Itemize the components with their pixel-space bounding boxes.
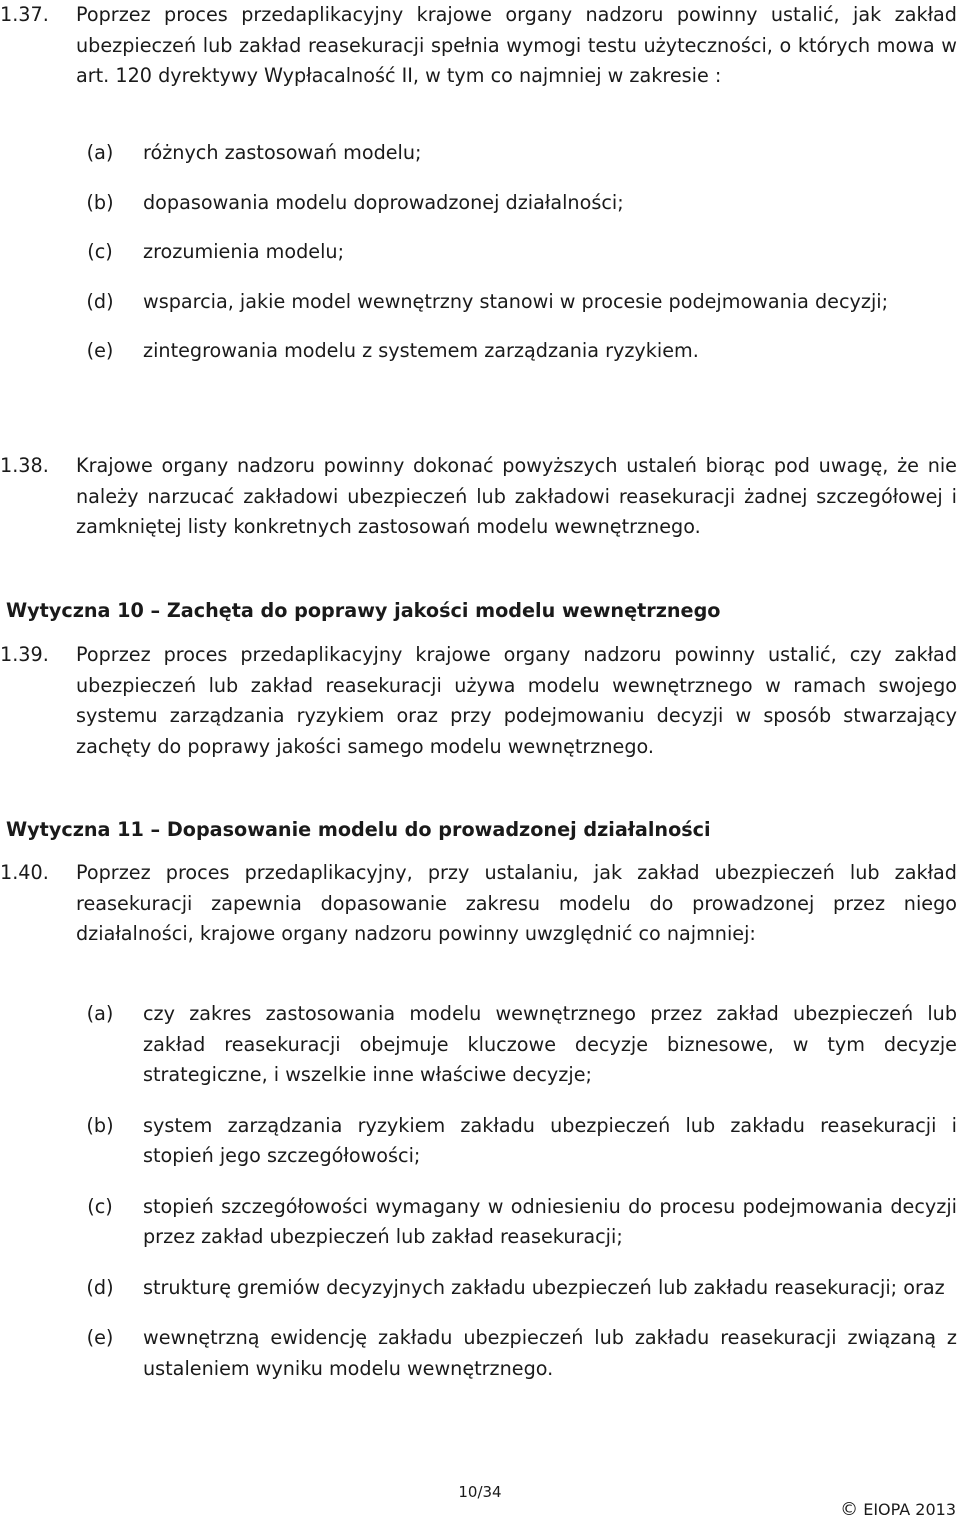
paragraph-1-39	[0, 640, 957, 762]
list-item	[76, 138, 957, 169]
list-item-text: zintegrowania modelu z systemem zarządzania ryzykiem.	[143, 339, 699, 362]
section-heading-11: Wytyczna 11 – Dopasowanie modelu do prowadzonej działalności	[6, 818, 711, 841]
list-item	[76, 1323, 957, 1384]
list-item-text: wsparcia, jakie model wewnętrzny stanowi w procesie podejmowania decyzji;	[143, 289, 889, 313]
page-number: 10/34	[458, 1483, 502, 1501]
paragraph-number: 1.40.	[0, 861, 49, 884]
list-item-text: strukturę gremiów decyzyjnych zakładu ubezpieczeń lub zakładu reasekuracji; oraz	[143, 1275, 945, 1299]
list-item-label: (b)	[86, 1113, 114, 1137]
list-item	[76, 1273, 957, 1304]
list-item-label: (b)	[86, 190, 114, 214]
list-item-label: (d)	[86, 289, 114, 313]
list-item-label: (d)	[86, 1275, 114, 1299]
list-item	[76, 237, 957, 268]
paragraph-1-38	[0, 451, 957, 543]
list-item	[76, 336, 957, 367]
list-item-text: różnych zastosowań modelu;	[143, 141, 422, 164]
copyright-icon: ©	[840, 1499, 859, 1520]
list-item-label: (a)	[86, 141, 114, 164]
list-item	[76, 999, 957, 1091]
list-item-label: (e)	[86, 339, 114, 362]
paragraph-text: Poprzez proces przedaplikacyjny krajowe organy nadzoru powinny ustalić, czy zakład ubezpieczeń lub zakład reasekuracji używa modelu wewnętrznego w ramach swojego systemu zarządzania ryzykiem oraz przy podejmowaniu decyzji w sposób stwarzający zachęty do poprawy jakości samego modelu wewnętrznego.	[76, 643, 957, 758]
paragraph-text: Krajowe organy nadzoru powinny dokonać powyższych ustaleń biorąc pod uwagę, że nie należy narzucać zakładowi ubezpieczeń lub zakładowi reasekuracji żadnej szczegółowej i zamkniętej listy konkretnych zastosowań modelu wewnętrznego.	[76, 454, 957, 538]
list-item-text: dopasowania modelu doprowadzonej działalności;	[143, 190, 624, 214]
list-item	[76, 287, 957, 318]
list-item-text: system zarządzania ryzykiem zakładu ubezpieczeń lub zakładu reasekuracji i stopień jego szczegółowości;	[143, 1113, 957, 1167]
list-item	[76, 1111, 957, 1172]
list-item-text: czy zakres zastosowania modelu wewnętrznego przez zakład ubezpieczeń lub zakład reasekuracji obejmuje kluczowe decyzje biznesowe, w tym decyzje strategiczne, i wszelkie inne właściwe decyzje;	[143, 1002, 957, 1086]
list-item-text: stopień szczegółowości wymagany w odniesieniu do procesu podejmowania decyzji przez zakład ubezpieczeń lub zakład reasekuracji;	[143, 1194, 957, 1248]
paragraph-1-37	[0, 0, 957, 92]
list-item-label: (e)	[86, 1326, 114, 1349]
paragraph-number: 1.38.	[0, 454, 49, 477]
list-1-40	[0, 999, 957, 1384]
list-item-label: (c)	[87, 240, 113, 263]
list-item-text: wewnętrzną ewidencję zakładu ubezpieczeń lub zakładu reasekuracji związaną z ustaleniem wyniku modelu wewnętrznego.	[143, 1326, 957, 1380]
list-item	[76, 1192, 957, 1253]
paragraph-number: 1.39.	[0, 643, 49, 666]
list-item	[76, 188, 957, 219]
paragraph-text: Poprzez proces przedaplikacyjny, przy ustalaniu, jak zakład ubezpieczeń lub zakład reasekuracji zapewnia dopasowanie zakresu modelu do prowadzonej przez niego działalności, krajowe organy nadzoru powinny uwzględnić co najmniej:	[76, 861, 957, 945]
list-item-label: (a)	[86, 1002, 114, 1025]
list-item-label: (c)	[87, 1194, 113, 1218]
paragraph-number: 1.37.	[0, 3, 49, 26]
copyright-text: EIOPA 2013	[863, 1500, 956, 1519]
section-heading-10: Wytyczna 10 – Zachęta do poprawy jakości modelu wewnętrznego	[6, 599, 721, 622]
copyright-notice	[840, 1500, 956, 1520]
list-item-text: zrozumienia modelu;	[143, 240, 345, 263]
paragraph-text: Poprzez proces przedaplikacyjny krajowe organy nadzoru powinny ustalić, jak zakład ubezpieczeń lub zakład reasekuracji spełnia wymogi testu użyteczności, o których mowa w art. 120 dyrektywy Wypłacalność II, w tym co najmniej w zakresie :	[76, 3, 957, 87]
list-1-37	[0, 138, 957, 367]
paragraph-1-40	[0, 858, 957, 950]
